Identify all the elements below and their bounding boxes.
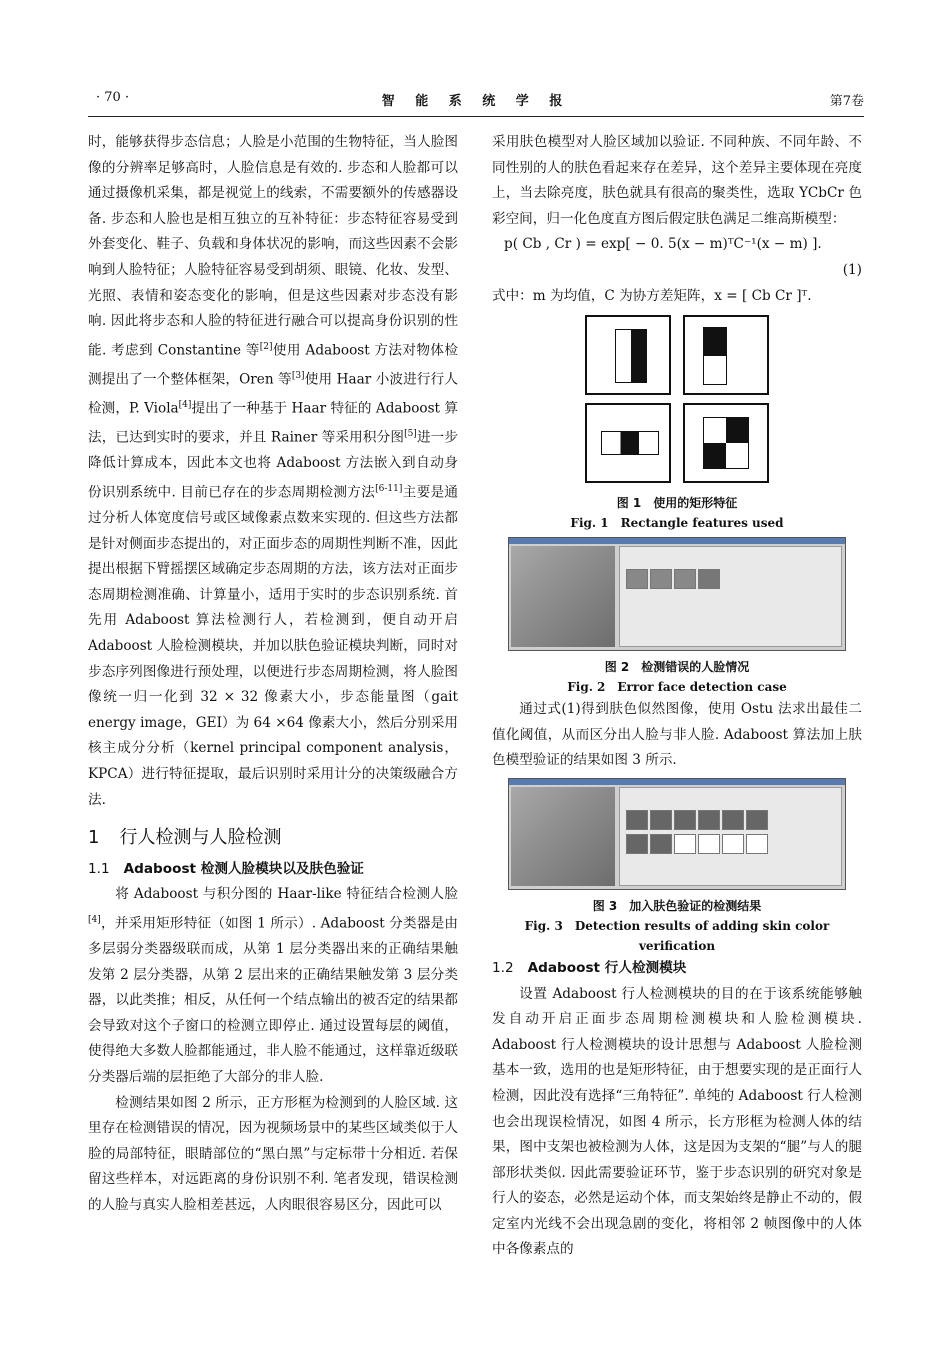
paragraph: 设置 Adaboost 行人检测模块的目的在于该系统能够触发自动开启正面步态周期检测模块和人脸检测模块. Adaboost 行人检测模块的设计思想与 Adaboost 人脸检测基本一致，选用的也是矩形特征，由于想要实现的是正面行人检测，因此没有选择“三角特征”. 单纯的 Adaboost 行人检测也会出现误检情况，如图 4 所示，长方形框为检测人体的结果，图中支架也被检测为人体，这是因为支架的“腿”与人的腿部形状类似. 因此需要验证环节，鉴于步态识别的研究对象是行人的姿态，必然是运动个体，而支架始终是静止不动的，假定室内光线不会出现急剧的变化，将相邻 2 帧图像中的人体中各像素点的 <box>492 985 862 1258</box>
figure-2-screenshot <box>508 537 846 651</box>
feature-four-rect <box>683 403 769 483</box>
paragraph: 时，能够获得步态信息；人脸是小范围的生物特征，当人脸图像的分辨率足够高时，人脸信息是有效的. 步态和人脸都可以通过摄像机采集，都是视觉上的线索，不需要额外的传感器设备. 步态和人脸也是相互独立的互补特征：步态特征容易受到外套变化、鞋子、负载和身体状况的影响，而这些因素不会影响到人脸特征；人脸特征容易受到胡须、眼镜、化妆、发型、光照、表情和姿态变化的影响，但是这些因素对步态没有影响. 因此将步态和人脸的特征进行融合可以提高身份识别的性能. 考虑到 Constantine 等[2]使用 Adaboost 方法对物体检测提出了一个整体框架，Oren 等[3]使用 Haar 小波进行行人检测，P. Viola[4]提出了一种基于 Haar 特征的 Adaboost 算法，已达到实时的要求，并且 Rainer 等采用积分图[5]进一步降低计算成本，因此本文也将 Adaboost 方法嵌入到自动身份识别系统中. 目前已存在的步态周期检测方法[6-11]主要是通过分析人体宽度信号或区域像素点数来实现的. 但这些方法都是针对侧面步态提出的，对正面步态的周期性判断不准，因此提出根据下臂摇摆区域确定步态周期的方法，该方法对正面步态周期检测准确、计算量小，适用于实时的步态识别系统. 首先用 Adaboost 算法检测行人，若检测到，便自动开启 Adaboost 人脸检测模块，并加以肤色验证模块判断，同时对步态序列图像进行预处理，以便进行步态周期检测，将人脸图像统一归一化到 32 × 32 像素大小，步态能量图（gait energy image，GEI）为 64 ×64 像素大小，然后分别采用核主成分分析（kernel principal component analysis，KPCA）进行特征提取，最后识别时采用计分的决策级融合方法. <box>88 134 459 808</box>
paragraph: 式中：m 为均值，C 为协方差矩阵，x = [ Cb Cr ]ᵀ. <box>492 287 812 304</box>
section-heading-1: 1 行人检测与人脸检测 <box>88 827 282 849</box>
paragraph: 采用肤色模型对人脸区域加以验证. 不同种族、不同年龄、不同性别的人的肤色看起来存在差异，这个差异主要体现在亮度上，当去除亮度，肤色就具有很高的聚类性，选取 YCbCr 色彩空间，归一化色度直方图后假定肤色满足二维高斯模型： <box>492 134 862 227</box>
figure-1-caption-en: Fig. 1 Rectangle features used <box>570 516 784 531</box>
figure-3-screenshot <box>508 778 846 890</box>
running-header <box>88 90 864 112</box>
volume-label: 第7卷 <box>829 94 864 109</box>
header-rule <box>88 116 864 117</box>
paragraph: 检测结果如图 2 所示，正方形框为检测到的人脸区域. 这里存在检测错误的情况，因为视频场景中的某些区域类似于人脸的局部特征，眼睛部位的“黑白黑”与定标带十分相近. 若保留这些样本，对远距离的身份识别不利. 笔者发现，错误检测的人脸与真实人脸相差甚远，人肉眼很容易区分，因此可以 <box>88 1094 458 1213</box>
feature-two-rect-horizontal <box>683 315 769 395</box>
page-number: · 70 · <box>96 90 130 105</box>
equation: p( Cb , Cr ) = exp[ − 0. 5(x − m)ᵀC⁻¹(x − m) ]. <box>504 236 822 253</box>
paragraph: 将 Adaboost 与积分图的 Haar-like 特征结合检测人脸[4]，并采用矩形特征（如图 1 所示）. Adaboost 分类器是由多层弱分类器级联而成，从第 1 层分类器出来的正确结果触发第 2 层分类器，从第 2 层出来的正确结果触发第 3 层分类器，以此类推；相反，从任何一个结点输出的被否定的结果都会导致对这个子窗口的检测立即停止. 通过设置每层的阈值，使得绝大多数人脸都能通过，非人脸不能通过，这样靠近级联分类器后端的层拒绝了大部分的非人脸. <box>88 886 458 1085</box>
figure-3-caption-en: Fig. 3 Detection results of adding skin color verification <box>524 918 830 953</box>
equation-number: (1) <box>842 261 862 278</box>
figure-2-caption-cn: 图 2 检测错误的人脸情况 <box>604 660 750 675</box>
feature-three-rect <box>585 403 671 483</box>
left-column <box>88 130 458 1219</box>
figure-2-caption-en: Fig. 2 Error face detection case <box>567 680 787 695</box>
figure-3-caption-cn: 图 3 加入肤色验证的检测结果 <box>592 898 762 913</box>
feature-two-rect-vertical <box>585 315 671 395</box>
paragraph: 通过式(1)得到肤色似然图像，使用 Ostu 法求出最佳二值化阈值，从而区分出人脸与非人脸. Adaboost 算法加上肤色模型验证的结果如图 3 所示. <box>492 701 862 769</box>
right-column <box>492 130 862 1263</box>
journal-title: 智 能 系 统 学 报 <box>381 94 571 109</box>
figure-1-rectangle-features <box>585 315 769 485</box>
section-heading-1-1: 1.1 Adaboost 检测人脸模块以及肤色验证 <box>88 860 364 877</box>
section-heading-1-2: 1.2 Adaboost 行人检测模块 <box>492 959 687 976</box>
figure-1-caption-cn: 图 1 使用的矩形特征 <box>616 496 738 511</box>
